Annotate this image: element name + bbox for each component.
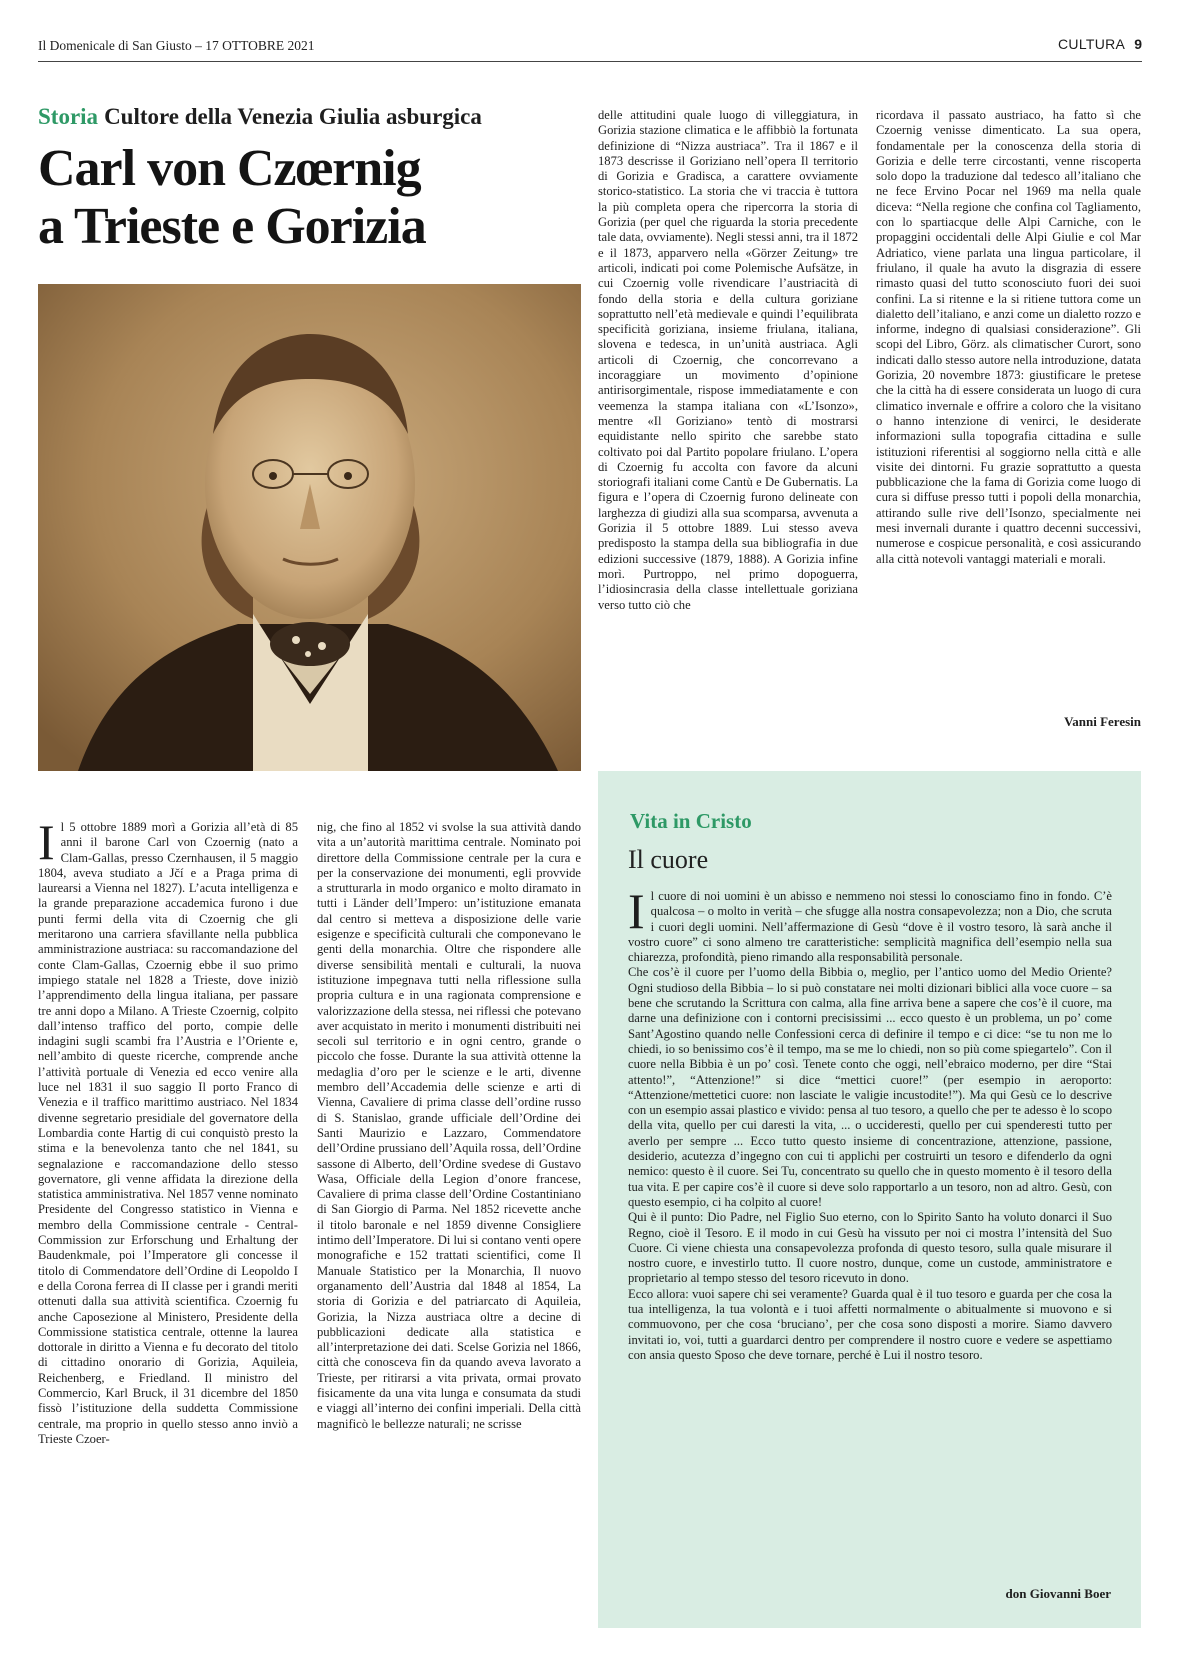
page-number: 9 (1134, 36, 1142, 52)
box-drop-cap: I (628, 889, 645, 939)
article-kicker (38, 104, 482, 130)
box-title: Il cuore (628, 845, 709, 874)
article-author: Vanni Feresin (1064, 714, 1141, 729)
box-paragraph: Qui è il punto: Dio Padre, nel Figlio Suo eterno, con lo Spirito Santo ha voluto donarci il Suo Regno, cioè il Tesoro. E il modo in cui Gesù ha vissuto per noi ci mostra l’intensità del Suo Cuore. Ci viene chiesta una consapevolezza profonda di questo tesoro, sulla quale misurare il nostro cuore, e investirlo tutto. Il cuore nostro, dunque, come un custode, amministratore e proprietario al tempo stesso del tesoro ricevuto in dono. (628, 1210, 1112, 1286)
article-column-1 (38, 820, 298, 1628)
article-column-2 (317, 820, 581, 1628)
article-category: Storia (38, 104, 99, 129)
box-paragraph: Ecco allora: vuoi sapere chi sei veramente? Guarda qual è il tuo tesoro e guarda per che cosa la tua intelligenza, la tua volontà e i tuoi affetti normalmente o abitualmente si muovono e si commuovono, per che cosa ‘bruciano’, per che cosa sono disposti a morire. Siamo davvero invitati io, voi, tutti a guardarci dentro per comprendere il nostro cuore e vedere se aspettiamo con ansia questo Sposo che deve tornare, perché è Lui il nostro tesoro. (628, 1286, 1112, 1362)
article-paragraph: l 5 ottobre 1889 morì a Gorizia all’età di 85 anni il barone Carl von Czoernig (nato a Clam-Gallas, presso Czernhausen, il 5 maggio 1804, aveva studiato a Jčí e a Praga prima di laurearsi a Vienna nel 1827). L’acuta intelligenza e la grande preparazione accademica furono i due punti fermi della vita di Czoernig che gli meritarono una carriera sfavillante nella pubblica amministrazione austriaca: su raccomandazione del conte Clam-Gallas, Czoernig ebbe il suo primo impiego statale nel 1828 a Trieste, dove iniziò l’apprendimento della lingua italiana, per passare tre anni dopo a Milano. A Trieste Czoernig, colpito dall’intenso traffico del porto, compie delle indagini sugli scambi fra l’Austria e l’Oriente e, nell’ambito di queste ricerche, comprende anche l’attività portuale di Venezia ed ecco venire alla luce nel 1831 il suo saggio Il porto Franco di Venezia e il traffico marittimo austriaco. Nel 1834 divenne segretario presidiale del governatore della Lombardia conte Hartig di cui conquistò presto la stima e la benevolenza tanto che nel 1841, su segnalazione e raccomandazione dello stesso governatore, gli venne affidata la direzione della statistica amministrativa. Nel 1857 venne nominato Presidente del Congresso statistico in Vienna e membro della Commissione centrale - Central-Commission zur Erforschung und Erhaltung der Baudenkmale, poi l’Imperatore gli concesse il titolo di Commendatore dell’Ordine di Leopoldo I e della Corona ferrea di II classe per i grandi meriti ottenuti dalla sua attività scientifica. Czoernig fu anche Caposezione al Ministero, Presidente della Commissione statistica centrale, ottenne la laurea dottorale in diritto a Vienna e fu decorato del titolo di cittadino onorario di Gorizia, Aquileia, Reichenberg, e Friedland. Il ministro del Commercio, Karl Bruck, il 31 dicembre del 1850 fissò l’istituzione della suddetta Commissione centrale, ma proprio in quello stesso anno inviò a Trieste Czoer- (38, 820, 298, 1446)
article-paragraph: ricordava il passato austriaco, ha fatto sì che Czoernig venisse dimenticato. La sua opera, fondamentale per la conoscenza della storia di Gorizia e delle terre circostanti, venne riscoperta solo dopo la traduzione dal tedesco all’italiano che ne fece Ervino Pocar nel 1969 ma nella quale diceva: “Nella regione che confina col Tagliamento, con lo spartiacque delle Alpi Carniche, con le propaggini occidentali delle Alpi Giulie e col Mar Adriatico, viene parlata una lingua particolare, il friulano, il quale ha avuto la disgrazia di essere rimasto quasi del tutto sconosciuto fuori dei suoi confini. La si ritenne e la si ritiene tuttora come un dialetto dell’italiano, e anzi come un dialetto rozzo e informe, indegno di qualsiasi considerazione”. Gli scopi del Libro, Görz. als climatischer Curort, sono indicati dallo stesso autore nella introduzione, datata Gorizia, 20 novembre 1873: giustificare le pretese che la città ha di essere considerata un luogo di cura climatico invernale e offrire a coloro che la visitano o hanno intenzione di venirci, le desiderate informazioni sulla topografia cittadina e sulle istituzioni riferentisi al soggiorno nella città e alle visite dei dintorni. Fu grazie soprattutto a questa pubblicazione che la fama di Gorizia come luogo di cura si diffuse presso tutti i popoli della monarchia, attirando sulle rive dell’Isonzo, specialmente nei mesi invernali durante i quattro decenni successivi, numerose e cospicue personalità, e così assicurando alla città notevoli vantaggi materiali e morali. (876, 108, 1141, 566)
box-paragraph: Che cos’è il cuore per l’uomo della Bibbia o, meglio, per l’antico uomo del Medio Oriente? Ogni studioso della Bibbia – lo si può constatare nei molti dizionari biblici alla voce cuore – sa bene che scrutando la Scrittura con calma, alla fine arriva bene a sapere che cos’è il cuore, ma darne una definizione con i contorni precisissimi ... ecco questo è un problema, un po’ come Sant’Agostino quando nelle Confessioni cerca di definire il tempo e ci dice: “se tu non me lo chiedi, io so benissimo cos’è il tempo, ma se me lo chiedi, non so più come spiegartelo”. Con il cuore nella Bibbia è un po’ così. Tenete conto che oggi, nell’ebraico moderno, per dire “Stai attento!”, “Attenzione!” si dice “mettici cuore!” (per esempio in aeroporto: “Attenzione/mettetici cuore: non lasciate le valigie incustodite!”). Ma qui Gesù ce lo descrive con un esempio assai plastico e vivido: pensa al tuo tesoro, a quello che per te adesso è lo scopo della vita, quello per cui daresti la vita, ... o uccideresti, quello per cui spenderesti tutto per averlo per sempre ... Ecco tutto questo insieme di concentrazione, attenzione, passione, desiderio, acutezza d’ingegno con cui ti applichi per costruirti un tesoro e difenderlo da ogni nemico: questo è il cuore. Sei Tu, concentrato su quello che in questo momento è il tesoro della tua vita. E per capire cos’è il cuore si deve solo rapportarlo a un tesoro, non ad altro. Gesù, con questo esempio, ci ha colpito al cuore! (628, 965, 1112, 1209)
box-signature: don Giovanni Boer (1005, 1586, 1111, 1601)
article-column-3 (598, 108, 858, 728)
kicker-text: Cultore della Venezia Giulia asburgica (104, 104, 482, 129)
article-paragraph: nig, che fino al 1852 vi svolse la sua attività dando vita a un’autorità marittima centrale. Nominato poi direttore della Commissione centrale per la cura e per la conservazione dei monumenti, egli provvide a strutturarla in modo organico e molto diramato in tutti i Länder dell’Impero: un’istituzione emanata dal centro si metteva a disposizione delle varie esigenze e specificità culturali che componevano le genti della monarchia. Oltre che rispondere alle diverse sensibilità mentali e culturali, la nuova istituzione impegnava tutti nella riflessione sulla propria cultura e in una ragionata comprensione e valorizzazione della stessa, nei riflessi che potevano aver acquistato in merito i monumenti distribuiti nei secoli sul territorio e in ogni centro, grande o piccolo che fosse. Durante la sua attività ottenne la medaglia d’oro per le scienze e le arti, divenne membro dell’Accademia delle scienze e arti di Vienna, Cavaliere di prima classe dell’ordine russo di S. Stanislao, grande ufficiale dell’Ordine dei Santi Maurizio e Lazzaro, Commendatore dell’Ordine prussiano dell’Aquila rossa, dell’Ordine sassone di Alberto, dell’Ordine svedese di Gustavo Wasa, Officiale della Legion d’onore francese, Cavaliere di prima classe dell’Ordine Costantiniano di San Giorgio di Parma. Nel 1852 ricevette anche il titolo baronale e nel 1859 divenne Consigliere intimo dell’Imperatore. Di lui si contano venti opere monografiche e 152 trattati scientifici, come Il Manuale Statistico per la Monarchia, Il nuovo organamento dell’Austria dal 1848 al 1854, La storia di Gorizia e del patriarcato di Aquileia, Gorizia, la Nizza austriaca oltre a decine di pubblicazioni dedicate alla statistica e all’interpretazione dei dati. Scelse Gorizia nel 1866, città che conosceva fin da quando aveva lavorato a Trieste, per ritirarsi a vita privata, ormai provato fisicamente da una vita lunga e consumata da studi e viaggi all’interno dei confini imperiali. Della città magnificò le bellezze naturali; ne scrisse (317, 820, 581, 1431)
article-column-4 (876, 108, 1141, 728)
drop-cap: I (38, 820, 55, 870)
page-header (38, 36, 1142, 62)
headline-line-2: a Trieste e Gorizia (38, 198, 426, 255)
article-paragraph: delle attitudini quale luogo di villeggiatura, in Gorizia stazione climatica e le affibbiò la fortunata definizione di “Nizza austriaca”. Tra il 1867 e il 1873 descrisse il Goriziano nell’opera Il territorio di Gorizia e Gradisca, a carattere ovviamente storico-statistico. La storia che vi traccia è tuttora la più completa opera che ripercorra la storia di Gorizia (per quel che riguarda la storia precedente tale data, ovviamente). Negli stessi anni, tra il 1872 e il 1873, apparvero nella «Görzer Zeitung» tre articoli, indicati poi come Polemische Aufsätze, in cui Czoernig volle rivendicare l’austriacità di fondo della storia e della cultura goriziane soprattutto nell’età medievale e quindi l’equilibrata specificità goriziana, insieme friulana, italiana, slovena e tedesca, in un’unità austriaca. Agli articoli di Czoernig, che concorrevano a incoraggiare un movimento d’opinione antirisorgimentale, rispose immediatamente e con veemenza la stampa italiana con «L’Isonzo», mentre «Il Goriziano» tentò di mostrarsi equidistante nello spirito che sarebbe stato coltivato poi dal Partito popolare friulano. L’opera di Czoernig fu accolta con favore da alcuni storiografi italiani come Cantù e De Gubernatis. La figura e l’opera di Czoernig furono delineate con larghezza di giudizi alla sua scomparsa, avvenuta a Gorizia il 5 ottobre 1889. Lui stesso aveva predisposto la stampa della sua bibliografia in due edizioni successive (1879, 1888). A Gorizia infine morì. Purtroppo, nel primo dopoguerra, l’idiosincrasia della classe intellettuale goriziana verso tutto ciò che (598, 108, 858, 612)
headline-line-1: Carl von Czœrnig (38, 140, 421, 197)
box-paragraph: l cuore di noi uomini è un abisso e nemmeno noi stessi lo conosciamo fino in fondo. C’è qualcosa – o molto in verità – che sfugge alla nostra consapevolezza; non a Dio, che scruta i cuori degli uomini. Nell’affermazione di Gesù “dove è il vostro tesoro, là sarà anche il vostro cuore” ci sono almeno tre caratteristiche: semplicità magnifica dell’esempio nella sua chiarezza, profondità, pieno rimando alla responsabilità personale. (628, 889, 1112, 965)
sidebar-box (598, 771, 1141, 1628)
section-name: CULTURA (1058, 36, 1126, 52)
box-body (628, 889, 1112, 1531)
portrait-photo (38, 284, 581, 771)
box-label: Vita in Cristo (630, 809, 752, 833)
article-headline (38, 140, 598, 256)
publication-date: Il Domenicale di San Giusto – 17 OTTOBRE 2021 (38, 38, 315, 53)
